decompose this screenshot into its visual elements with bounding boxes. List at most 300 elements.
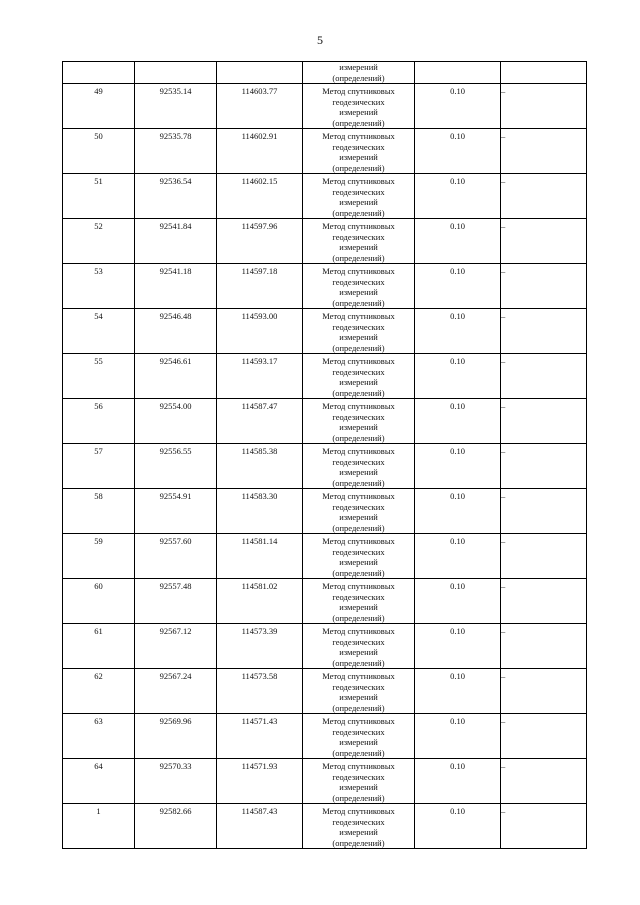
cell-x-text: 92536.54	[159, 176, 192, 186]
cell-x-text: 92554.00	[159, 401, 192, 411]
cell-y	[217, 624, 303, 669]
cell-note-text: –	[501, 806, 506, 816]
table-row	[63, 219, 587, 264]
method-line: измерений	[339, 62, 378, 72]
cell-y-text: 114587.43	[241, 806, 278, 816]
method-line: Метод спутниковых	[322, 716, 395, 726]
cell-number-text: 52	[94, 221, 103, 231]
cell-method	[303, 129, 415, 174]
cell-number	[63, 759, 135, 804]
cell-accuracy-text: 0.10	[450, 401, 465, 411]
method-line: (определений)	[332, 117, 385, 128]
cell-x	[135, 624, 217, 669]
method-line: измерений	[339, 422, 378, 432]
cell-method	[303, 354, 415, 399]
cell-y	[217, 444, 303, 489]
cell-note-text: –	[501, 86, 506, 96]
cell-note	[501, 219, 587, 264]
cell-note-text: –	[501, 131, 506, 141]
method-line: (определений)	[332, 387, 385, 398]
cell-y-text: 114581.02	[241, 581, 278, 591]
method-line: геодезических	[332, 726, 385, 737]
cell-x	[135, 399, 217, 444]
method-text	[303, 534, 414, 578]
method-line: (определений)	[332, 252, 385, 263]
cell-method	[303, 579, 415, 624]
cell-number-text: 60	[94, 581, 103, 591]
method-line: (определений)	[332, 702, 385, 713]
cell-accuracy-text: 0.10	[450, 86, 465, 96]
cell-y-text: 114585.38	[241, 446, 278, 456]
continued-row	[63, 62, 587, 84]
cell-number-text: 53	[94, 266, 103, 276]
method-text	[303, 129, 414, 173]
method-line: геодезических	[332, 816, 385, 827]
cell-accuracy-text: 0.10	[450, 176, 465, 186]
method-line: (определений)	[332, 207, 385, 218]
cell-x	[135, 759, 217, 804]
method-line: (определений)	[332, 837, 385, 848]
cell-x-text: 92535.78	[159, 131, 192, 141]
cell-y	[217, 129, 303, 174]
cell-note-text: –	[501, 221, 506, 231]
cell-note	[501, 804, 587, 849]
cell-number-text: 49	[94, 86, 103, 96]
cell-x	[135, 84, 217, 129]
method-line: (определений)	[332, 432, 385, 443]
cell-accuracy-text: 0.10	[450, 221, 465, 231]
method-line: (определений)	[332, 747, 385, 758]
method-line: Метод спутниковых	[322, 86, 395, 96]
table-row	[63, 399, 587, 444]
method-line: Метод спутниковых	[322, 221, 395, 231]
coordinates-table-body	[63, 62, 587, 849]
method-line: измерений	[339, 737, 378, 747]
cell-accuracy	[415, 264, 501, 309]
cell-method	[303, 669, 415, 714]
method-line: геодезических	[332, 186, 385, 197]
cell-note-text: –	[501, 671, 506, 681]
method-text	[303, 759, 414, 803]
method-line: измерений	[339, 242, 378, 252]
method-line: измерений	[339, 332, 378, 342]
cell-y-text: 114587.47	[241, 401, 278, 411]
cell-method	[303, 714, 415, 759]
cell-number-text: 54	[94, 311, 103, 321]
cell-y-text: 114593.00	[241, 311, 278, 321]
cell-y-text: 114603.77	[241, 86, 278, 96]
cell-y-text: 114597.96	[241, 221, 278, 231]
cell-y	[217, 399, 303, 444]
cell-method	[303, 399, 415, 444]
cell-number	[63, 489, 135, 534]
table-row	[63, 354, 587, 399]
cell-number-text: 51	[94, 176, 103, 186]
method-line: (определений)	[332, 567, 385, 578]
method-line: Метод спутниковых	[322, 176, 395, 186]
cell-x-text: 92556.55	[159, 446, 192, 456]
table-row	[63, 84, 587, 129]
cell-x-text: 92557.60	[159, 536, 192, 546]
cell-accuracy-text: 0.10	[450, 311, 465, 321]
method-line: измерений	[339, 377, 378, 387]
cell-y-text: 114571.93	[241, 761, 278, 771]
cell-y	[217, 714, 303, 759]
table-row	[63, 714, 587, 759]
cell-x	[135, 714, 217, 759]
cell-number	[63, 264, 135, 309]
method-line: геодезических	[332, 771, 385, 782]
cell-x	[135, 354, 217, 399]
method-line: (определений)	[332, 342, 385, 353]
cell-x-text: 92546.48	[159, 311, 192, 321]
cell-y	[217, 669, 303, 714]
cell-accuracy-text: 0.10	[450, 806, 465, 816]
table-row	[63, 264, 587, 309]
cell-number	[63, 714, 135, 759]
cell-number-text: 50	[94, 131, 103, 141]
method-line: геодезических	[332, 411, 385, 422]
cell-y	[217, 534, 303, 579]
cell-note-text: –	[501, 266, 506, 276]
method-text	[303, 714, 414, 758]
cell-accuracy	[415, 804, 501, 849]
cell-accuracy-text: 0.10	[450, 761, 465, 771]
cell-number	[63, 174, 135, 219]
table-row	[63, 174, 587, 219]
method-line: измерений	[339, 152, 378, 162]
cell-number	[63, 444, 135, 489]
method-line: Метод спутниковых	[322, 131, 395, 141]
cell-y-text: 114573.58	[241, 671, 278, 681]
cell-x-text: 92567.12	[159, 626, 192, 636]
method-line: измерений	[339, 197, 378, 207]
method-line: геодезических	[332, 366, 385, 377]
cell-y-text: 114581.14	[241, 536, 278, 546]
method-line: Метод спутниковых	[322, 401, 395, 411]
method-text	[303, 309, 414, 353]
method-line: (определений)	[332, 792, 385, 803]
method-text	[303, 219, 414, 263]
cell-note-text: –	[501, 581, 506, 591]
cell-note	[501, 264, 587, 309]
cell-number	[63, 399, 135, 444]
cell-number-text: 58	[94, 491, 103, 501]
method-line: (определений)	[332, 657, 385, 668]
cell-number	[63, 624, 135, 669]
method-text	[303, 174, 414, 218]
cell-note-text: –	[501, 716, 506, 726]
method-line: Метод спутниковых	[322, 626, 395, 636]
method-text	[303, 84, 414, 128]
cell-accuracy-text: 0.10	[450, 491, 465, 501]
cell-y-text: 114593.17	[241, 356, 278, 366]
table-row	[63, 624, 587, 669]
cell-note	[501, 354, 587, 399]
cell-y	[217, 759, 303, 804]
cell-method	[303, 804, 415, 849]
cell-x	[135, 129, 217, 174]
cell-method	[303, 309, 415, 354]
cell-x-text: 92582.66	[159, 806, 192, 816]
cell-y	[217, 354, 303, 399]
cell-note-text: –	[501, 356, 506, 366]
cell-accuracy	[415, 714, 501, 759]
cell-accuracy-text: 0.10	[450, 266, 465, 276]
method-text	[303, 489, 414, 533]
cell-note	[501, 174, 587, 219]
cell-accuracy	[415, 174, 501, 219]
table-row	[63, 129, 587, 174]
method-line: измерений	[339, 827, 378, 837]
method-line: геодезических	[332, 636, 385, 647]
cell-accuracy	[415, 489, 501, 534]
cell-accuracy	[415, 624, 501, 669]
cell-y	[217, 489, 303, 534]
cell-note	[501, 84, 587, 129]
cell-method	[303, 219, 415, 264]
cell-method	[303, 174, 415, 219]
cell-accuracy	[415, 669, 501, 714]
cell-x-text: 92546.61	[159, 356, 192, 366]
cell-note	[501, 62, 587, 84]
coordinates-table	[62, 61, 587, 849]
table-row	[63, 759, 587, 804]
method-line: Метод спутниковых	[322, 446, 395, 456]
method-line: геодезических	[332, 231, 385, 242]
method-line: измерений	[339, 647, 378, 657]
method-line: геодезических	[332, 321, 385, 332]
cell-accuracy	[415, 534, 501, 579]
method-line: геодезических	[332, 501, 385, 512]
cell-y	[217, 579, 303, 624]
method-text	[303, 804, 414, 848]
cell-y	[217, 84, 303, 129]
cell-accuracy	[415, 62, 501, 84]
cell-x-text: 92541.84	[159, 221, 192, 231]
cell-x-text: 92569.96	[159, 716, 192, 726]
cell-number	[63, 354, 135, 399]
cell-x	[135, 444, 217, 489]
method-line: Метод спутниковых	[322, 266, 395, 276]
cell-x-text: 92535.14	[159, 86, 192, 96]
cell-accuracy-text: 0.10	[450, 131, 465, 141]
cell-number	[63, 804, 135, 849]
cell-number-text: 62	[94, 671, 103, 681]
cell-x-text: 92557.48	[159, 581, 192, 591]
cell-note	[501, 489, 587, 534]
cell-y	[217, 219, 303, 264]
method-line: измерений	[339, 557, 378, 567]
cell-method	[303, 264, 415, 309]
cell-x	[135, 309, 217, 354]
cell-x	[135, 534, 217, 579]
cell-note-text: –	[501, 176, 506, 186]
cell-method	[303, 84, 415, 129]
cell-number	[63, 309, 135, 354]
cell-note-text: –	[501, 311, 506, 321]
method-line: измерений	[339, 107, 378, 117]
method-text	[303, 444, 414, 488]
cell-method	[303, 624, 415, 669]
cell-method	[303, 759, 415, 804]
cell-accuracy-text: 0.10	[450, 536, 465, 546]
method-line: Метод спутниковых	[322, 311, 395, 321]
cell-number-text: 61	[94, 626, 103, 636]
cell-method	[303, 62, 415, 84]
cell-note	[501, 534, 587, 579]
cell-note	[501, 579, 587, 624]
cell-y-text: 114571.43	[241, 716, 278, 726]
cell-accuracy-text: 0.10	[450, 581, 465, 591]
cell-method	[303, 444, 415, 489]
method-line: геодезических	[332, 141, 385, 152]
cell-note-text: –	[501, 491, 506, 501]
method-text	[303, 579, 414, 623]
cell-x-text: 92567.24	[159, 671, 192, 681]
cell-x	[135, 264, 217, 309]
table-row	[63, 534, 587, 579]
cell-x	[135, 579, 217, 624]
method-line: измерений	[339, 287, 378, 297]
method-line: измерений	[339, 692, 378, 702]
method-line: геодезических	[332, 96, 385, 107]
cell-number	[63, 534, 135, 579]
cell-accuracy	[415, 399, 501, 444]
method-line: (определений)	[332, 477, 385, 488]
method-line: геодезических	[332, 681, 385, 692]
cell-x	[135, 669, 217, 714]
method-line: геодезических	[332, 456, 385, 467]
method-line: (определений)	[332, 297, 385, 308]
cell-note	[501, 444, 587, 489]
cell-note	[501, 669, 587, 714]
method-line: Метод спутниковых	[322, 356, 395, 366]
cell-number	[63, 219, 135, 264]
cell-accuracy-text: 0.10	[450, 446, 465, 456]
cell-accuracy-text: 0.10	[450, 356, 465, 366]
method-line: измерений	[339, 602, 378, 612]
method-line: Метод спутниковых	[322, 581, 395, 591]
method-line: измерений	[339, 467, 378, 477]
cell-number	[63, 669, 135, 714]
cell-note	[501, 759, 587, 804]
cell-y-text: 114602.15	[241, 176, 278, 186]
method-line: (определений)	[332, 612, 385, 623]
method-line: измерений	[339, 512, 378, 522]
method-line: Метод спутниковых	[322, 671, 395, 681]
cell-x	[135, 62, 217, 84]
cell-note	[501, 624, 587, 669]
cell-note	[501, 714, 587, 759]
cell-method	[303, 489, 415, 534]
method-text	[303, 264, 414, 308]
cell-y-text: 114602.91	[241, 131, 278, 141]
cell-number-text: 64	[94, 761, 103, 771]
cell-accuracy	[415, 579, 501, 624]
cell-number-text: 63	[94, 716, 103, 726]
method-text	[303, 354, 414, 398]
method-text	[303, 399, 414, 443]
cell-number-text: 55	[94, 356, 103, 366]
method-line: Метод спутниковых	[322, 491, 395, 501]
cell-note	[501, 399, 587, 444]
cell-number	[63, 129, 135, 174]
cell-x	[135, 219, 217, 264]
method-line: геодезических	[332, 591, 385, 602]
cell-accuracy	[415, 309, 501, 354]
cell-x-text: 92570.33	[159, 761, 192, 771]
cell-number	[63, 84, 135, 129]
cell-note-text: –	[501, 761, 506, 771]
table-row	[63, 489, 587, 534]
cell-y	[217, 174, 303, 219]
cell-note	[501, 129, 587, 174]
cell-y	[217, 62, 303, 84]
cell-note-text: –	[501, 401, 506, 411]
cell-number-text: 1	[96, 806, 101, 816]
method-line: геодезических	[332, 546, 385, 557]
method-line: измерений	[339, 782, 378, 792]
cell-y	[217, 804, 303, 849]
method-line: Метод спутниковых	[322, 536, 395, 546]
cell-method	[303, 534, 415, 579]
cell-x	[135, 174, 217, 219]
cell-number	[63, 579, 135, 624]
table-row	[63, 444, 587, 489]
cell-y-text: 114597.18	[241, 266, 278, 276]
cell-y-text: 114573.39	[241, 626, 278, 636]
cell-x	[135, 489, 217, 534]
method-text	[303, 669, 414, 713]
cell-number	[63, 62, 135, 84]
cell-number-text: 57	[94, 446, 103, 456]
cell-accuracy-text: 0.10	[450, 716, 465, 726]
cell-accuracy-text: 0.10	[450, 671, 465, 681]
method-line: Метод спутниковых	[322, 806, 395, 816]
cell-note-text: –	[501, 626, 506, 636]
method-line: (определений)	[332, 522, 385, 533]
table-row	[63, 669, 587, 714]
cell-accuracy	[415, 219, 501, 264]
method-line: геодезических	[332, 276, 385, 287]
cell-note-text: –	[501, 446, 506, 456]
cell-note	[501, 309, 587, 354]
method-line: (определений)	[332, 162, 385, 173]
cell-accuracy	[415, 84, 501, 129]
cell-accuracy	[415, 444, 501, 489]
cell-x-text: 92554.91	[159, 491, 192, 501]
method-line: Метод спутниковых	[322, 761, 395, 771]
page-number: 5	[317, 33, 323, 47]
cell-accuracy	[415, 354, 501, 399]
table-row	[63, 579, 587, 624]
cell-accuracy	[415, 129, 501, 174]
method-line: (определений)	[332, 72, 385, 83]
cell-number-text: 56	[94, 401, 103, 411]
cell-y-text: 114583.30	[241, 491, 278, 501]
table-row	[63, 804, 587, 849]
cell-x-text: 92541.18	[159, 266, 192, 276]
method-text	[303, 624, 414, 668]
cell-number-text: 59	[94, 536, 103, 546]
cell-note-text: –	[501, 536, 506, 546]
cell-accuracy-text: 0.10	[450, 626, 465, 636]
cell-x	[135, 804, 217, 849]
cell-y	[217, 309, 303, 354]
cell-y	[217, 264, 303, 309]
table-row	[63, 309, 587, 354]
